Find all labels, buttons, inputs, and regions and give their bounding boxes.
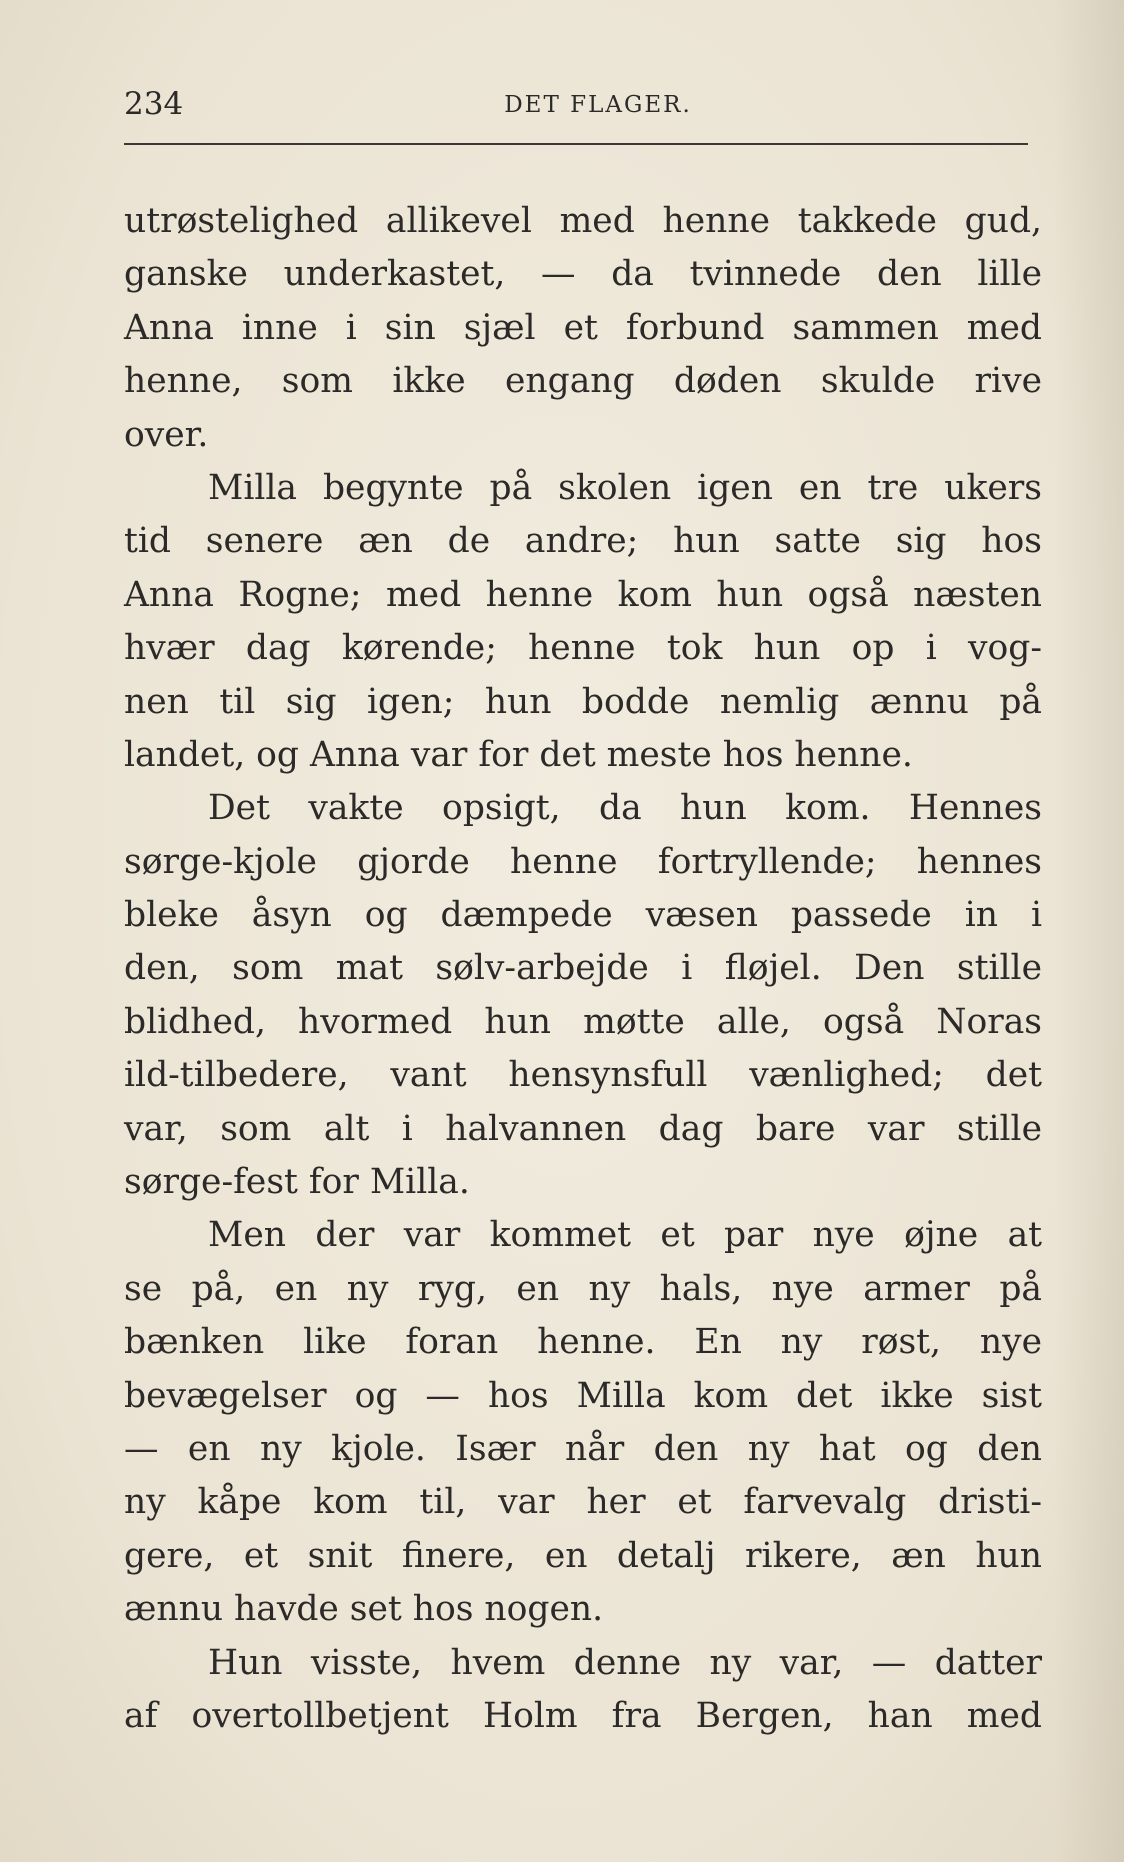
text-line: utrøstelighed allikevel med henne takkede gud, — [124, 201, 1042, 241]
text-line: bleke åsyn og dæmpede væsen passede in i — [124, 895, 1042, 936]
text-line: Anna inne i sin sjæl et forbund sammen med — [124, 307, 1042, 348]
text-line: gere, et snit finere, en detalj rikere, æn hun — [124, 1535, 1042, 1576]
text-line: sørge-fest for Milla. — [124, 1162, 470, 1203]
text-line: bænken like foran henne. En ny røst, nye — [124, 1322, 1042, 1363]
text-line: blidhed, hvormed hun møtte alle, også Noras — [124, 1001, 1042, 1042]
text-line: af overtollbetjent Holm fra Bergen, han med — [124, 1695, 1042, 1736]
text-line: Men der var kommet et par nye øjne at — [208, 1215, 1042, 1256]
text-line: landet, og Anna var for det meste hos henne. — [124, 734, 913, 775]
text-line: tid senere æn de andre; hun satte sig hos — [124, 521, 1042, 562]
text-line: ny kåpe kom til, var her et farvevalg dristi- — [124, 1482, 1042, 1523]
page-edge-shadow — [1054, 0, 1124, 1862]
text-line: over. — [124, 414, 209, 455]
page-number: 234 — [124, 86, 184, 122]
text-line: bevægelser og — hos Milla kom det ikke sist — [124, 1375, 1042, 1416]
text-line: den, som mat sølv-arbejde i fløjel. Den stille — [124, 948, 1042, 989]
header-rule — [124, 143, 1028, 145]
text-line: ganske underkastet, — da tvinnede den lille — [124, 254, 1042, 295]
text-line: hvær dag kørende; henne tok hun op i vog- — [124, 628, 1042, 669]
text-line: Anna Rogne; med henne kom hun også næsten — [124, 574, 1042, 615]
text-line: ild-tilbedere, vant hensynsfull vænlighed; det — [124, 1055, 1042, 1096]
text-line: se på, en ny ryg, en ny hals, nye armer på — [124, 1268, 1042, 1309]
text-line: Milla begynte på skolen igen en tre ukers — [208, 467, 1042, 508]
running-head: DET FLAGER. — [504, 92, 692, 118]
body-text — [124, 195, 1042, 1743]
page-header — [124, 86, 1042, 126]
text-line: Det vakte opsigt, da hun kom. Hennes — [208, 788, 1042, 829]
text-line: nen til sig igen; hun bodde nemlig ænnu på — [124, 681, 1042, 722]
text-line: sørge-kjole gjorde henne fortryllende; hennes — [124, 841, 1042, 882]
text-line: Hun visste, hvem denne ny var, — datter — [208, 1642, 1042, 1683]
text-line: var, som alt i halvannen dag bare var stille — [124, 1108, 1042, 1149]
text-line: — en ny kjole. Især når den ny hat og den — [124, 1428, 1042, 1469]
text-line: henne, som ikke engang døden skulde rive — [124, 361, 1042, 402]
text-line: ænnu havde set hos nogen. — [124, 1589, 604, 1630]
